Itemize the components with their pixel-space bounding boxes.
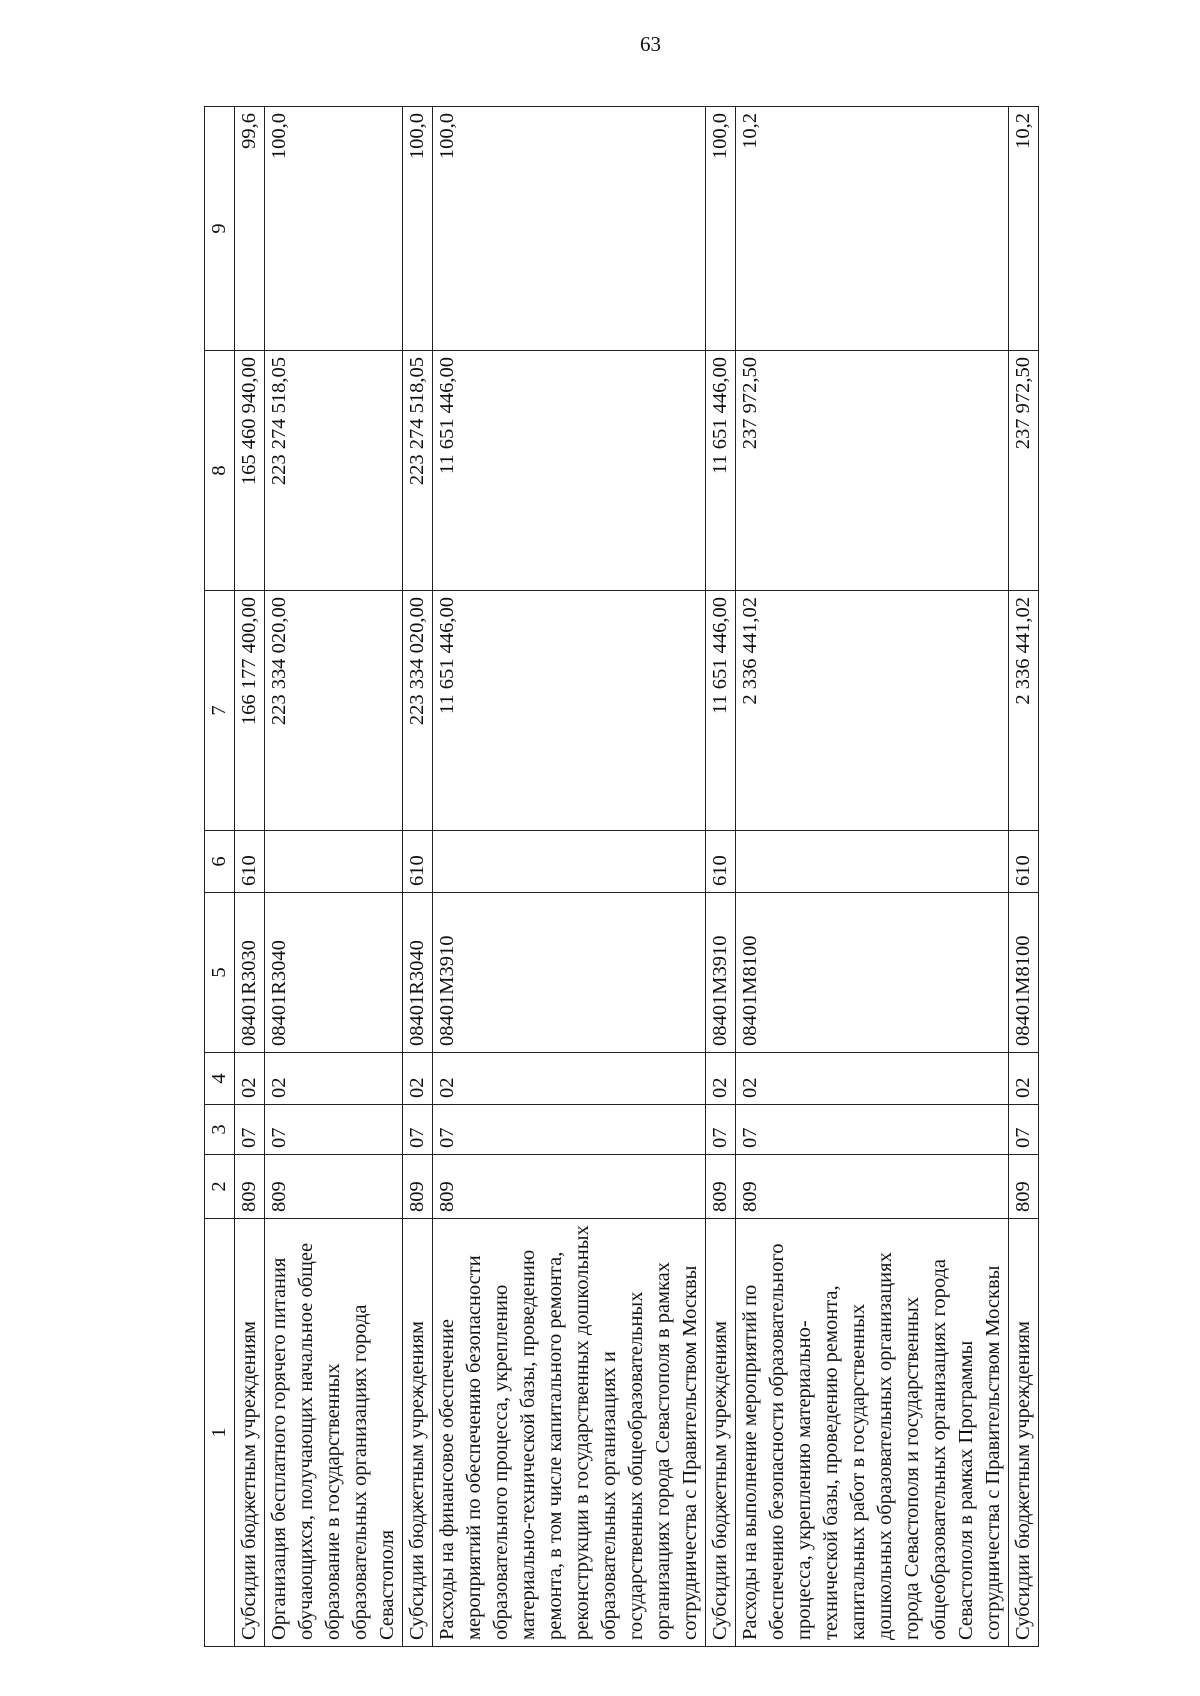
cell-executed: 11 651 446,00 — [433, 351, 706, 591]
cell-executed: 237 972,50 — [736, 351, 1009, 591]
cell-executed: 165 460 940,00 — [235, 351, 265, 591]
table-row — [403, 107, 433, 1647]
cell-ministry: 809 — [403, 1155, 433, 1219]
cell-planned: 223 334 020,00 — [265, 591, 403, 831]
cell-percent: 100,0 — [706, 107, 736, 351]
cell-expense-type — [265, 831, 403, 893]
cell-ministry: 809 — [265, 1155, 403, 1219]
col-header: 4 — [205, 1053, 235, 1105]
cell-expense-type — [433, 831, 706, 893]
cell-ministry: 809 — [706, 1155, 736, 1219]
cell-ministry: 809 — [736, 1155, 1009, 1219]
col-header: 7 — [205, 591, 235, 831]
table-row — [1009, 107, 1039, 1647]
cell-target-article: 08401M3910 — [433, 893, 706, 1053]
col-header: 8 — [205, 351, 235, 591]
cell-expense-type — [736, 831, 1009, 893]
cell-target-article: 08401R3040 — [403, 893, 433, 1053]
cell-percent: 100,0 — [433, 107, 706, 351]
cell-percent: 10,2 — [736, 107, 1009, 351]
cell-expense-type: 610 — [235, 831, 265, 893]
col-header: 9 — [205, 107, 235, 351]
rotated-table-container — [204, 107, 1139, 1647]
cell-section: 07 — [1009, 1105, 1039, 1155]
cell-section: 07 — [736, 1105, 1009, 1155]
cell-executed: 237 972,50 — [1009, 351, 1039, 591]
row-description: Субсидии бюджетным учреждениям — [235, 1219, 265, 1647]
cell-expense-type: 610 — [403, 831, 433, 893]
row-description: Субсидии бюджетным учреждениям — [1009, 1219, 1039, 1647]
table-row — [706, 107, 736, 1647]
cell-target-article: 08401R3030 — [235, 893, 265, 1053]
col-header: 3 — [205, 1105, 235, 1155]
cell-target-article: 08401R3040 — [265, 893, 403, 1053]
cell-percent: 99,6 — [235, 107, 265, 351]
cell-subsection: 02 — [433, 1053, 706, 1105]
cell-ministry: 809 — [1009, 1155, 1039, 1219]
cell-ministry: 809 — [433, 1155, 706, 1219]
cell-section: 07 — [433, 1105, 706, 1155]
cell-percent: 100,0 — [403, 107, 433, 351]
table-row — [235, 107, 265, 1647]
cell-target-article: 08401M8100 — [736, 893, 1009, 1053]
table-row — [265, 107, 403, 1647]
cell-section: 07 — [235, 1105, 265, 1155]
col-header: 6 — [205, 831, 235, 893]
cell-expense-type: 610 — [1009, 831, 1039, 893]
page-number: 63 — [640, 32, 661, 56]
cell-target-article: 08401M8100 — [1009, 893, 1039, 1053]
cell-subsection: 02 — [736, 1053, 1009, 1105]
col-header: 5 — [205, 893, 235, 1053]
cell-executed: 223 274 518,05 — [265, 351, 403, 591]
cell-subsection: 02 — [235, 1053, 265, 1105]
table-row — [433, 107, 706, 1647]
cell-planned: 11 651 446,00 — [433, 591, 706, 831]
table-row — [736, 107, 1009, 1647]
budget-table — [204, 106, 1039, 1647]
cell-section: 07 — [706, 1105, 736, 1155]
header-row — [205, 107, 235, 1647]
cell-percent: 10,2 — [1009, 107, 1039, 351]
col-header: 1 — [205, 1219, 235, 1647]
cell-planned: 2 336 441,02 — [736, 591, 1009, 831]
cell-subsection: 02 — [706, 1053, 736, 1105]
row-description: Организация бесплатного горячего питания обучающихся, получающих начальное общее образование в государственных образовательных организациях города Севастополя — [265, 1219, 403, 1647]
cell-planned: 11 651 446,00 — [706, 591, 736, 831]
row-description: Расходы на выполнение мероприятий по обеспечению безопасности образовательного процесса, укреплению материально-технической базы, проведению ремонта, капитальных работ в государственных дошкольных образовательных организациях города Севастополя и государственных общеобразовательных организациях города Севастополя в рамках Программы сотрудничества с Правительством Москвы — [736, 1219, 1009, 1647]
cell-section: 07 — [403, 1105, 433, 1155]
col-header: 2 — [205, 1155, 235, 1219]
row-description: Субсидии бюджетным учреждениям — [706, 1219, 736, 1647]
cell-planned: 223 334 020,00 — [403, 591, 433, 831]
cell-subsection: 02 — [403, 1053, 433, 1105]
cell-expense-type: 610 — [706, 831, 736, 893]
cell-planned: 166 177 400,00 — [235, 591, 265, 831]
cell-subsection: 02 — [1009, 1053, 1039, 1105]
cell-section: 07 — [265, 1105, 403, 1155]
row-description: Расходы на финансовое обеспечение мероприятий по обеспечению безопасности образовательного процесса, укреплению материально-технической базы, проведению ремонта, в том числе капитального ремонта, реконструкции в государственных дошкольных образовательных организациях и государственных общеобразовательных организациях города Севастополя в рамках сотрудничества с Правительством Москвы — [433, 1219, 706, 1647]
cell-subsection: 02 — [265, 1053, 403, 1105]
cell-planned: 2 336 441,02 — [1009, 591, 1039, 831]
budget-table-rotated — [204, 107, 1139, 1647]
cell-target-article: 08401M3910 — [706, 893, 736, 1053]
cell-percent: 100,0 — [265, 107, 403, 351]
cell-executed: 11 651 446,00 — [706, 351, 736, 591]
cell-ministry: 809 — [235, 1155, 265, 1219]
row-description: Субсидии бюджетным учреждениям — [403, 1219, 433, 1647]
cell-executed: 223 274 518,05 — [403, 351, 433, 591]
